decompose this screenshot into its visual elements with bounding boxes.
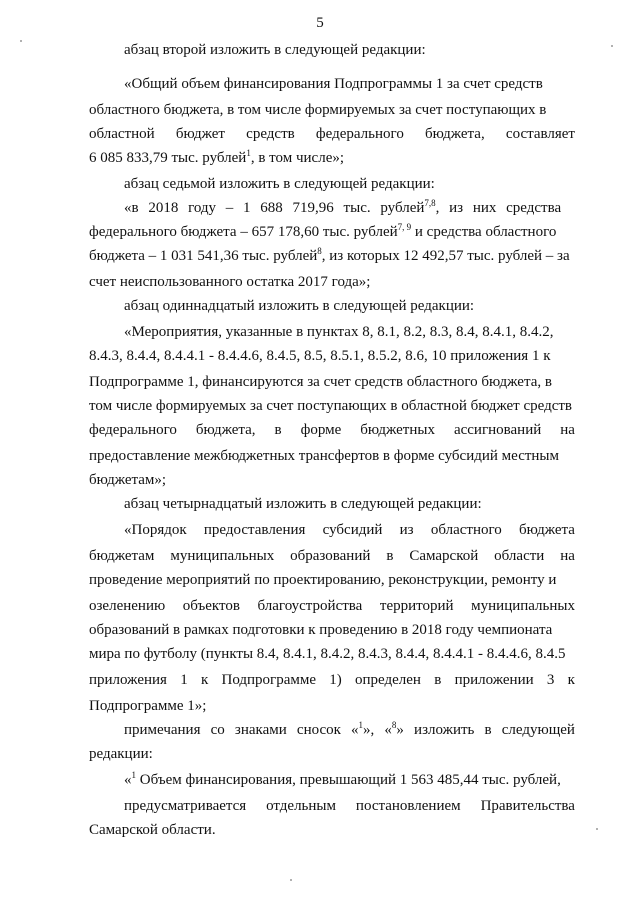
paragraph-line: абзац четырнадцатый изложить в следующей редакции: — [124, 496, 482, 512]
word: 3 — [546, 672, 555, 688]
word — [384, 718, 404, 742]
word: «Порядок — [124, 522, 187, 538]
paragraph-line: 8.4.3, 8.4.4, 8.4.4.1 - 8.4.4.6, 8.4.5, 8.5, 8.5.1, 8.5.2, 8.6, 10 приложения 1 к — [89, 348, 551, 364]
footnote-ref: 8 — [317, 246, 322, 256]
paragraph-line: Самарской области. — [89, 822, 216, 838]
word: в — [434, 672, 442, 688]
paragraph-line: Подпрограмме 1, финансируются за счет средств областного бюджета, в — [89, 374, 552, 390]
paragraph-line: образований в рамках подготовки к проведению в 2018 году чемпионата — [89, 622, 553, 638]
text-run: и средства областного — [411, 224, 557, 240]
paragraph-line: Подпрограмме 1»; — [89, 698, 207, 714]
word: областной — [89, 126, 155, 142]
paragraph-line — [124, 718, 575, 742]
paragraph-line — [124, 518, 575, 542]
word: образований — [290, 548, 371, 564]
scan-speck — [20, 40, 22, 42]
scan-speck — [596, 828, 598, 830]
paragraph-line: проведение мероприятий по проектированию, реконструкции, ремонту и — [89, 572, 557, 588]
word: субсидий — [322, 522, 383, 538]
word: средств — [246, 126, 295, 142]
text-run: , из них средства — [435, 200, 562, 216]
word: на — [560, 422, 575, 438]
word: в — [386, 548, 394, 564]
paragraph-line — [89, 668, 575, 692]
word: федерального — [89, 422, 177, 438]
word: отдельным — [266, 798, 336, 814]
text-run: « — [351, 722, 359, 738]
word: составляет — [505, 126, 575, 142]
word: бюджета, — [195, 422, 256, 438]
footnote-ref: 1 — [358, 720, 364, 730]
paragraph-line — [124, 794, 575, 818]
word: форме — [300, 422, 342, 438]
word: бюджета, — [425, 126, 485, 142]
word: Самарской — [409, 548, 479, 564]
word: благоустройства — [257, 598, 363, 614]
word: следующей — [501, 722, 575, 738]
paragraph-line — [89, 220, 575, 244]
text-run: Объем финансирования, превышающий 1 563 485,44 тыс. рублей, — [136, 772, 561, 788]
word: федерального — [315, 126, 404, 142]
word: Подпрограмме — [221, 672, 317, 688]
paragraph-line — [124, 768, 575, 792]
paragraph-line: бюджетам»; — [89, 472, 167, 488]
footnote-ref: 1 — [131, 770, 136, 780]
word: 1 — [180, 672, 188, 688]
word: на — [560, 548, 575, 564]
word: приложения — [89, 672, 167, 688]
word: Правительства — [480, 798, 575, 814]
paragraph-line: абзац второй изложить в следующей редакции: — [124, 42, 426, 58]
word: к — [567, 672, 575, 688]
word: в — [274, 422, 282, 438]
word: предусматривается — [124, 798, 247, 814]
paragraph-line: абзац седьмой изложить в следующей редакции: — [124, 176, 435, 192]
paragraph-line: редакции: — [89, 746, 153, 762]
word: предоставления — [203, 522, 306, 538]
paragraph-line — [89, 594, 575, 618]
word: области — [494, 548, 545, 564]
paragraph-line: «Общий объем финансирования Подпрограммы 1 за счет средств — [124, 76, 543, 92]
footnote-ref: 8 — [391, 720, 397, 730]
word: 1) — [329, 672, 342, 688]
paragraph-line — [124, 196, 575, 220]
word: бюджет — [175, 126, 225, 142]
text-run: «в 2018 году – 1 688 719,96 тыс. рублей — [124, 200, 425, 216]
word: муниципальных — [471, 598, 575, 614]
word: озеленению — [89, 598, 166, 614]
word: муниципальных — [170, 548, 275, 564]
paragraph-line — [89, 244, 575, 268]
word: к — [200, 672, 209, 688]
footnote-ref: 7,8 — [424, 198, 436, 208]
word: сносок — [296, 722, 341, 738]
word — [351, 718, 374, 742]
text-run: федерального бюджета – 657 178,60 тыс. рублей — [89, 224, 398, 240]
paragraph-line: счет неиспользованного остатка 2017 года»; — [89, 274, 371, 290]
word: территорий — [379, 598, 454, 614]
word: изложить — [414, 722, 475, 738]
paragraph-line: предоставление межбюджетных трансфертов в форме субсидий местным — [89, 448, 560, 464]
text-run: бюджета – 1 031 541,36 тыс. рублей — [89, 248, 318, 264]
text-run: » — [396, 722, 404, 738]
paragraph-line — [89, 544, 575, 568]
text-run: « — [384, 722, 392, 738]
text-run: , из которых 12 492,57 тыс. рублей – за — [321, 248, 570, 264]
paragraph-line: «Мероприятия, указанные в пунктах 8, 8.1, 8.2, 8.3, 8.4, 8.4.1, 8.4.2, — [124, 324, 554, 340]
word: бюджетам — [89, 548, 155, 564]
word: в — [484, 722, 492, 738]
paragraph-line — [89, 146, 575, 170]
word: приложении — [454, 672, 534, 688]
word: со — [210, 722, 225, 738]
word: ассигнований — [453, 422, 542, 438]
paragraph-line: том числе формируемых за счет поступающих в областной бюджет средств — [89, 398, 572, 414]
word: примечания — [124, 722, 201, 738]
paragraph-line: областного бюджета, в том числе формируемых за счет поступающих в — [89, 102, 547, 118]
word: знаками — [234, 722, 287, 738]
paragraph-line — [89, 418, 575, 442]
page-number: 5 — [316, 15, 324, 31]
text-run: 6 085 833,79 тыс. рублей — [89, 150, 247, 166]
paragraph-line: абзац одиннадцатый изложить в следующей редакции: — [124, 298, 475, 314]
paragraph-line: мира по футболу (пункты 8.4, 8.4.1, 8.4.2, 8.4.3, 8.4.4, 8.4.4.1 - 8.4.4.6, 8.4.5 — [89, 646, 566, 662]
text-run: , в том числе»; — [250, 150, 345, 166]
footnote-ref: 1 — [246, 148, 251, 158]
word: постановлением — [355, 798, 461, 814]
footnote-ref: 7, 9 — [397, 222, 412, 232]
paragraph-line — [89, 122, 575, 146]
word: из — [399, 522, 414, 538]
word: бюджетных — [360, 422, 435, 438]
scan-speck — [611, 45, 613, 47]
text-run: », — [363, 722, 375, 738]
word: областного — [430, 522, 502, 538]
scan-speck — [290, 879, 292, 881]
word: объектов — [182, 598, 240, 614]
text-run: « — [124, 772, 132, 788]
word: определен — [355, 672, 421, 688]
word: бюджета — [519, 522, 575, 538]
